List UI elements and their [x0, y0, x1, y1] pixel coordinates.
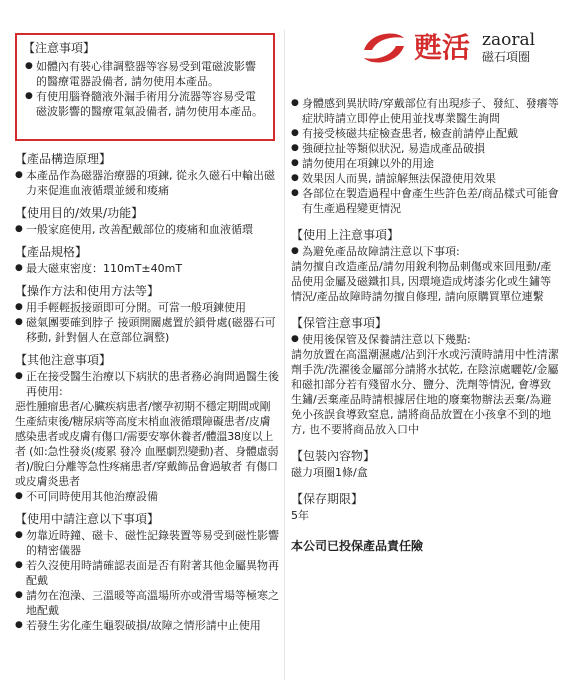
section-item: ● 請勿在泡澡、三溫暖等高溫場所亦或滑雪場等極寒之地配戴 — [15, 588, 279, 618]
section-item: ● 本產品作為磁器治療器的項鍊, 從永久磁石中輸出磁力來促進血液循環並緩和痠痛 — [15, 168, 279, 198]
section-heading: 【使用目的/效果/功能】 — [15, 206, 144, 220]
brand-swirl-icon — [360, 28, 408, 68]
section-heading: 【使用中請注意以下事項】 — [15, 512, 160, 526]
section-item: ● 不可同時使用其他治療設備 — [15, 489, 279, 504]
section-continued — [291, 96, 559, 216]
warning-item: ● 如體內有裝心律調整器等容易受到電磁波影響的醫療電器設備者, 請勿使用本產品。 — [25, 59, 265, 89]
section-item: ● 用手輕輕扳接頭即可分開。可當一般項鍊使用 — [15, 300, 279, 315]
section-heading: 【保存期限】 — [291, 492, 364, 506]
left-column — [15, 150, 279, 633]
section-structure — [15, 150, 279, 198]
section-text: 5年 — [291, 509, 309, 522]
column-divider — [284, 30, 285, 680]
section-heading: 【產品構造原理】 — [15, 152, 112, 166]
liability-note: 本公司已投保產品責任險 — [291, 539, 424, 553]
section-item: ● 各部位在製造過程中會產生些許色差/商品樣式可能會有生產過程變更情況 — [291, 186, 559, 216]
section-heading: 【使用上注意事項】 — [291, 228, 400, 242]
right-column — [291, 96, 559, 554]
section-item: ● 勿靠近時鐘、磁卡、磁性記錄裝置等易受到磁性影響的精密儀器 — [15, 528, 279, 558]
section-spec — [15, 243, 279, 276]
section-heading: 【保管注意事項】 — [291, 316, 388, 330]
section-heading: 【操作方法和使用方法等】 — [15, 284, 160, 298]
section-item: ● 為避免產品故障請注意以下事項: — [291, 244, 559, 259]
section-paragraph: 請勿放置在高溫潮濕處/沾到汗水或污漬時請用中性清潔劑手洗/洗濯後金屬部分請將水拭乾, 在陰涼處曬乾/金屬和磁扣部分若有殘留水分、鹽分、洗劑等情況, 會導致生鏽/丟棄產品時請根據居住地的廢棄物辦法丟棄/為避免小孩誤食導致窒息, 請將商品放置在小孩拿不到的地方, 也不要將商品放入口中 — [291, 348, 559, 436]
brand-name-cn: 甦活 — [414, 31, 471, 64]
section-usage — [291, 226, 559, 304]
section-during-use — [15, 510, 279, 633]
section-storage — [291, 314, 559, 437]
section-item: ● 強硬拉扯等類似狀況, 易造成產品破損 — [291, 141, 559, 156]
section-contents — [291, 447, 559, 480]
section-shelf-life — [291, 490, 559, 523]
brand-name-en: zaoral — [482, 30, 536, 50]
section-item: ● 有接受核磁共症檢查患者, 檢查前請停止配戴 — [291, 126, 559, 141]
section-heading: 【其他注意事項】 — [15, 353, 112, 367]
section-paragraph: 惡性腫瘤患者/心臟疾病患者/懷孕初期不穩定期間或剛生產結束後/糖尿病等高度末梢血液循環障礙患者/皮膚感染患者或皮膚有傷口/需要安寧休養者/體溫38度以上者 (如:急性發炎(痠累 發冷 血壓劇烈變動)者、身體虛弱者)/脫臼分離等急性疼痛患者/穿戴飾品會過敏者 有傷口或皮膚炎患者 — [15, 400, 279, 488]
section-item: ● 磁氣團要確到脖子 接頭開關處置於鎖骨處(磁器石可移動, 針對個人在意部位調整) — [15, 315, 279, 345]
section-item: ● 身體感到異狀時/穿戴部位有出現疹子、發紅、發癢等症狀時請立即停止使用並找專業醫生詢問 — [291, 96, 559, 126]
section-operation — [15, 282, 279, 345]
section-item: ● 若發生劣化產生龜裂破損/故障之情形請中止使用 — [15, 618, 279, 633]
warning-item: ● 有使用腦脊髓液外漏手術用分流器等容易受電磁波影響的醫療電氣設備者, 請勿使用本產品。 — [25, 89, 265, 119]
section-text: 磁力項圈1條/盒 — [291, 466, 368, 479]
section-item: ● 使用後保管及保養請注意以下幾點: — [291, 332, 559, 347]
section-heading: 【產品規格】 — [15, 245, 88, 259]
warning-box — [15, 33, 275, 141]
section-heading: 【包裝內容物】 — [291, 449, 376, 463]
section-item: ● 若久沒使用時請確認表面是否有附著其他金屬異物再配戴 — [15, 558, 279, 588]
section-other — [15, 351, 279, 504]
section-item: ● 正在接受醫生治療以下病狀的患者務必詢問過醫生後再使用: — [15, 369, 279, 399]
warning-title: 【注意事項】 — [23, 41, 96, 55]
section-purpose — [15, 204, 279, 237]
section-paragraph: 請勿擅自改造產品/請勿用銳利物品刺傷或來回甩動/產品使用金屬及磁鐵扣具, 因環境造成烤漆劣化或生鏽等情況/產品故障時請勿擅自修理, 請向原購買單位連繫 — [291, 260, 552, 303]
brand-subtitle: 磁石項圈 — [482, 50, 531, 64]
section-item: ● 最大磁束密度：110mT±40mT — [15, 261, 279, 276]
section-item: ● 效果因人而異, 請諒解無法保證使用效果 — [291, 171, 559, 186]
section-item: ● 請勿使用在項鍊以外的用途 — [291, 156, 559, 171]
brand-logo — [360, 28, 560, 68]
section-item: ● 一般家庭使用, 改善配戴部位的痠痛和血液循環 — [15, 222, 279, 237]
